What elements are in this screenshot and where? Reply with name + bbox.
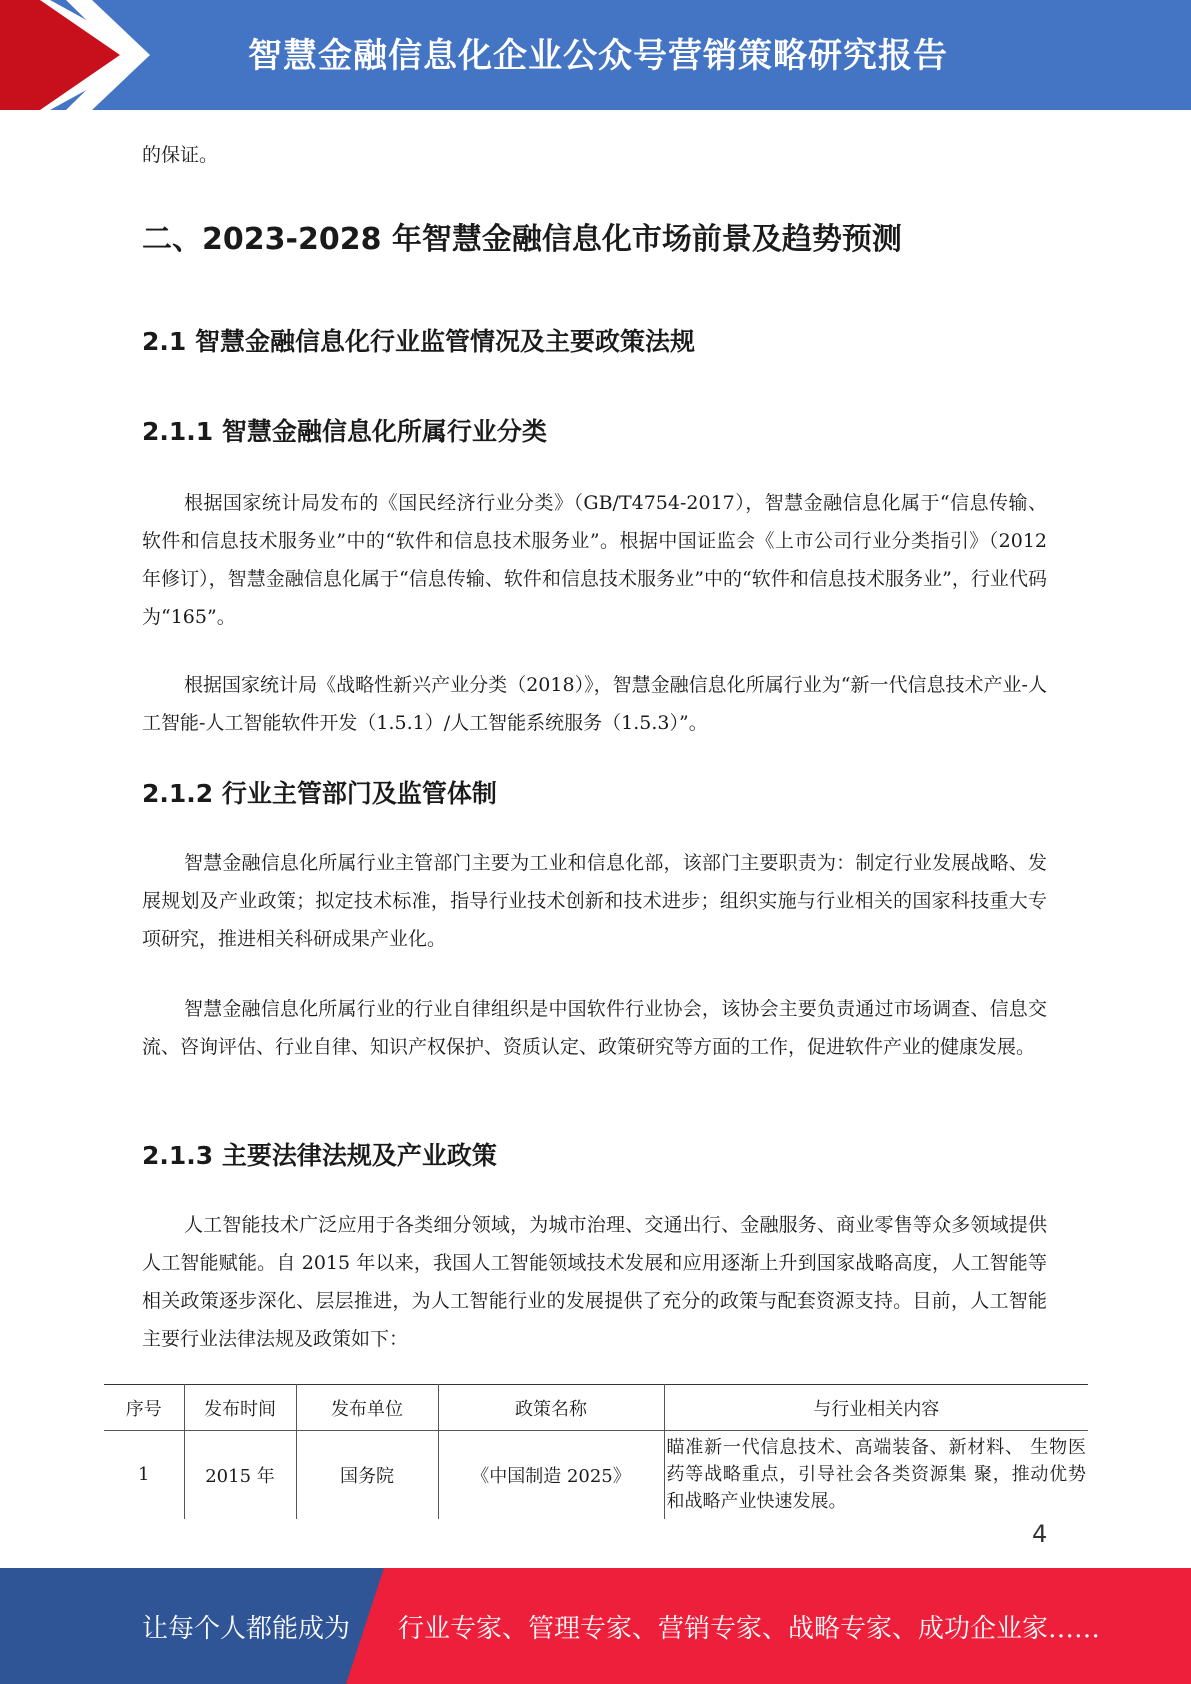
header-title: 智慧金融信息化企业公众号营销策略研究报告: [248, 36, 948, 76]
subsection-title-2-1: 2.1 智慧金融信息化行业监管情况及主要政策法规: [142, 327, 695, 356]
paragraph-policies: 人工智能技术广泛应用于各类细分领域，为城市治理、交通出行、金融服务、商业零售等众多领域提供人工智能赋能。自 2015 年以来，我国人工智能领域技术发展和应用逐渐上升到国家战略高度，人工智能等相关政策逐步深化、层层推进，为人工智能行业的发展提供了充分的政策与配套资源支持。目前，人工智能主要行业法律法规及政策如下：: [142, 1214, 1047, 1350]
section-title: 二、2023-2028 年智慧金融信息化市场前景及趋势预测: [142, 222, 902, 257]
paragraph-regulator: 智慧金融信息化所属行业主管部门主要为工业和信息化部，该部门主要职责为：制定行业发展战略、发展规划及产业政策；拟定技术标准，指导行业技术创新和技术进步；组织实施与行业相关的国家科技重大专项研究，推进相关科研成果产业化。: [142, 852, 1047, 950]
page-number: 4: [1032, 1520, 1048, 1548]
page-footer: [0, 1568, 1191, 1684]
paragraph-self-regulation: 智慧金融信息化所属行业的行业自律组织是中国软件行业协会，该协会主要负责通过市场调查、信息交流、咨询评估、行业自律、知识产权保护、资质认定、政策研究等方面的工作，促进软件产业的健康发展。: [142, 998, 1047, 1058]
paragraph-industry-classification: 根据国家统计局发布的《国民经济行业分类》（GB/T4754-2017），智慧金融信息化属于“信息传输、软件和信息技术服务业”中的“软件和信息技术服务业”。根据中国证监会《上市公司行业分类指引》（2012 年修订），智慧金融信息化属于“信息传输、软件和信息技术服务业”中的“软件和信息技术服务业”，行业代码为“165”。: [142, 492, 1047, 628]
footer-slogan-right: 行业专家、管理专家、营销专家、战略专家、成功企业家……: [398, 1614, 1101, 1644]
policy-table: [104, 1384, 1088, 1519]
carryover-text: 的保证。: [142, 144, 219, 166]
page-header: [0, 0, 1191, 110]
cell-policy-name: 《中国制造 2025》: [438, 1431, 664, 1519]
cell-issuer: 国务院: [296, 1431, 438, 1519]
paragraph-strategic-industry: 根据国家统计局《战略性新兴产业分类（2018）》，智慧金融信息化所属行业为“新一代信息技术产业-人工智能-人工智能软件开发（1.5.1）/人工智能系统服务（1.5.3）”。: [142, 674, 1047, 734]
table-row: [104, 1431, 1088, 1519]
subsection-title-2-1-1: 2.1.1 智慧金融信息化所属行业分类: [142, 417, 547, 446]
header-index: 序号: [104, 1385, 184, 1431]
table-header-row: [104, 1385, 1088, 1431]
footer-slogan-left: 让每个人都能成为: [142, 1614, 351, 1644]
header-policy-name: 政策名称: [438, 1385, 664, 1431]
cell-index: 1: [104, 1431, 184, 1519]
header-date: 发布时间: [184, 1385, 296, 1431]
subsection-title-2-1-3: 2.1.3 主要法律法规及产业政策: [142, 1141, 497, 1170]
header-issuer: 发布单位: [296, 1385, 438, 1431]
cell-related-content: 瞄准新一代信息技术、高端装备、新材料、 生物医药等战略重点，引导社会各类资源集 聚，推动优势和战略产业快速发展。: [664, 1431, 1088, 1519]
cell-date: 2015 年: [184, 1431, 296, 1519]
header-related-content: 与行业相关内容: [664, 1385, 1088, 1431]
subsection-title-2-1-2: 2.1.2 行业主管部门及监管体制: [142, 779, 497, 808]
